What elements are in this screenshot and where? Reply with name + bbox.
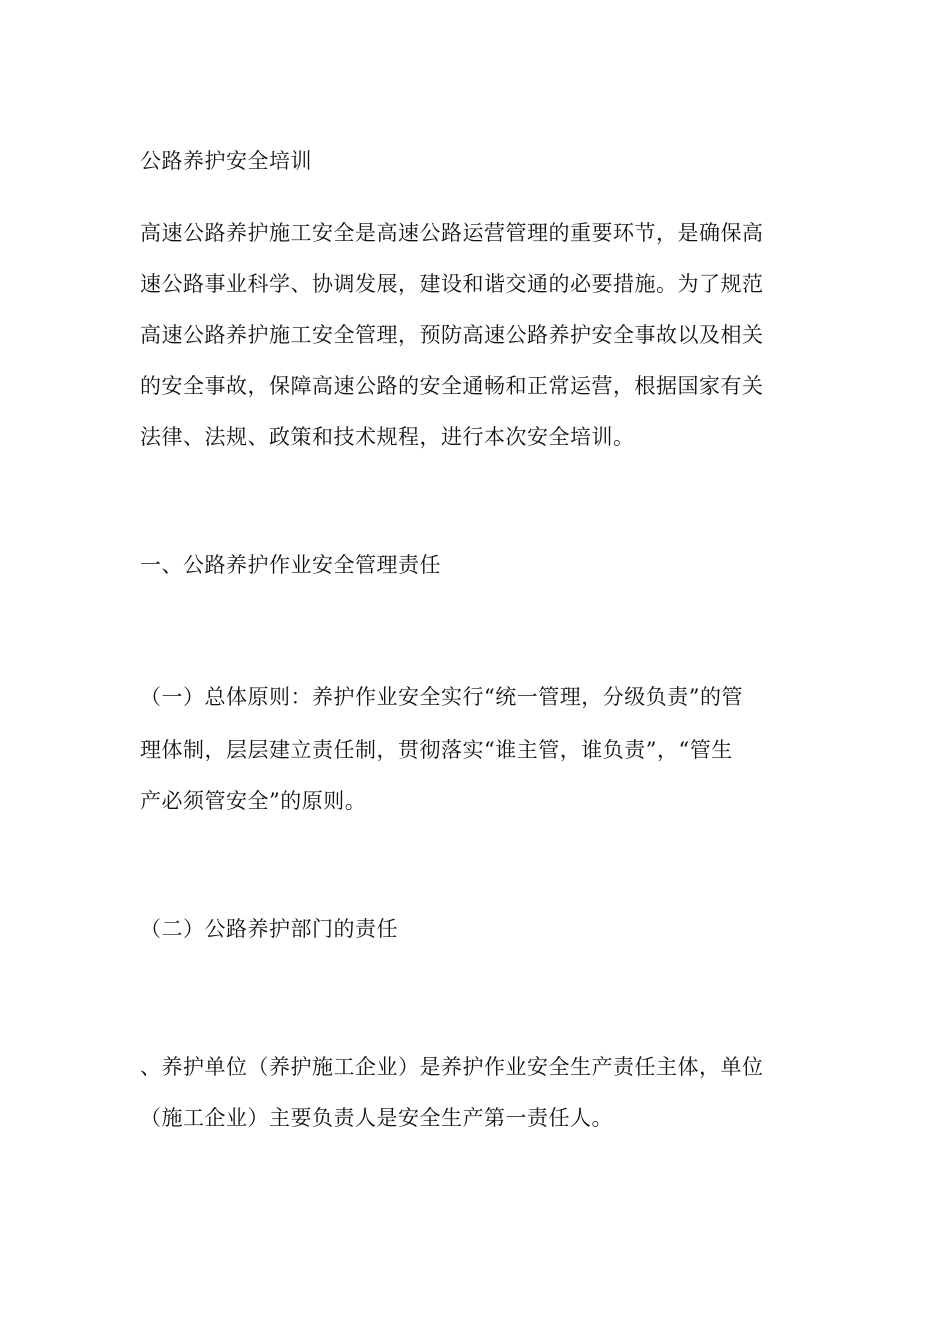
duty-line: 、养护单位（养护施工企业）是养护作业安全生产责任主体，单位 bbox=[140, 1055, 764, 1079]
principle-line: 理体制，层层建立责任制，贯彻落实“谁主管，谁负责”，“管生 bbox=[140, 738, 733, 762]
duty-line: （施工企业）主要负责人是安全生产第一责任人。 bbox=[140, 1106, 613, 1130]
intro-line: 速公路事业科学、协调发展，建设和谐交通的必要措施。为了规范 bbox=[140, 272, 764, 296]
principle-line: 产必须管安全”的原则。 bbox=[140, 789, 367, 813]
intro-line: 的安全事故，保障高速公路的安全通畅和正常运营，根据国家有关 bbox=[140, 374, 764, 398]
subsection-heading: （二）公路养护部门的责任 bbox=[140, 917, 398, 941]
document-title: 公路养护安全培训 bbox=[140, 149, 312, 173]
section-heading: 一、公路养护作业安全管理责任 bbox=[140, 553, 441, 577]
intro-line: 高速公路养护施工安全是高速公路运营管理的重要环节，是确保高 bbox=[140, 221, 764, 245]
principle-line: （一）总体原则：养护作业安全实行“统一管理，分级负责”的管 bbox=[140, 685, 743, 709]
intro-line: 法律、法规、政策和技术规程，进行本次安全培训。 bbox=[140, 425, 635, 449]
intro-line: 高速公路养护施工安全管理，预防高速公路养护安全事故以及相关 bbox=[140, 323, 764, 347]
